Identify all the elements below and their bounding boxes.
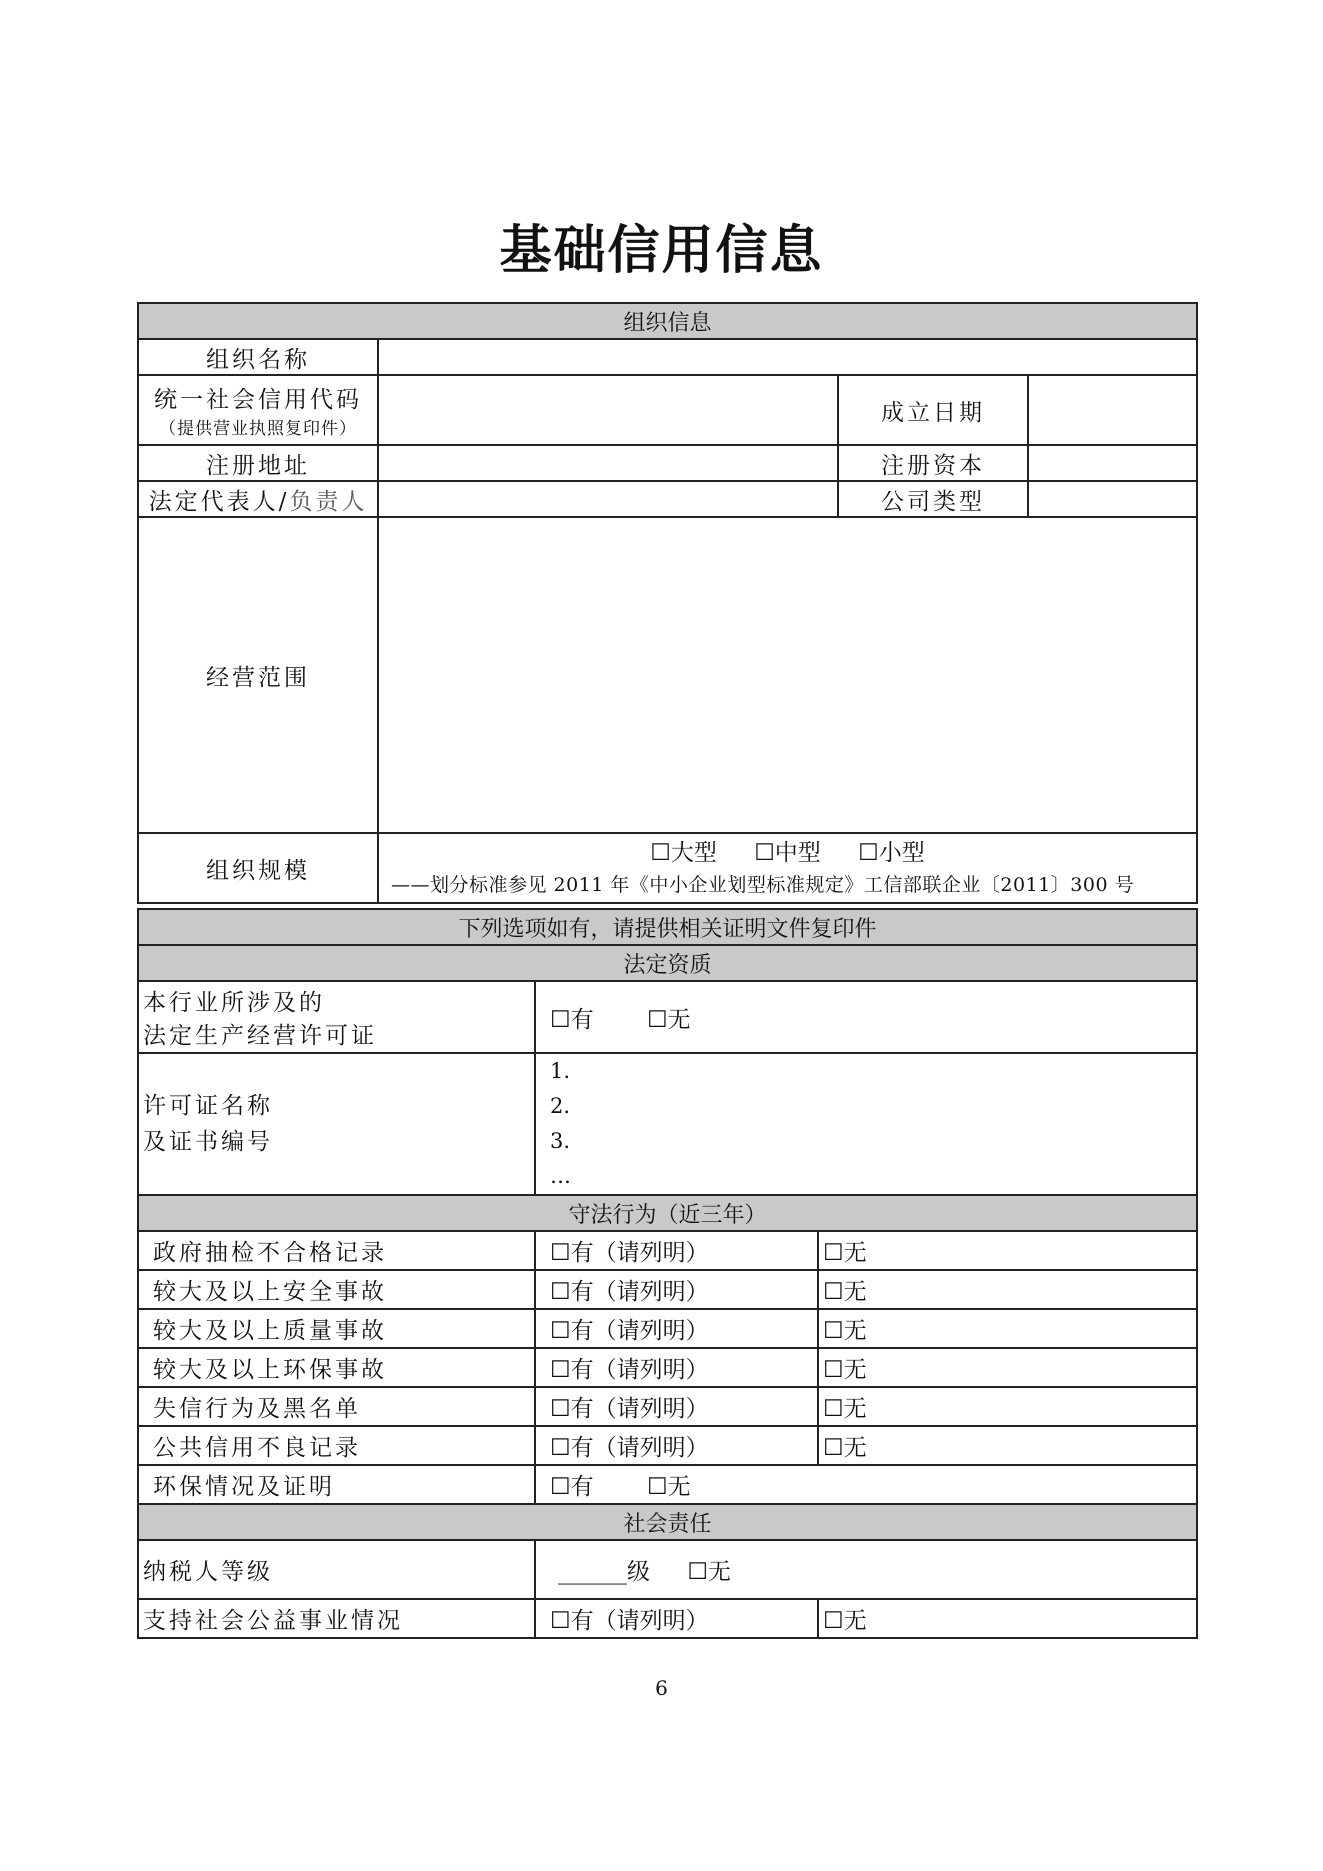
page-number: 6 <box>655 1676 668 1700</box>
credit-code-sub-label: （提供营业执照复印件） <box>159 419 357 439</box>
compliance-row-label: 失信行为及黑名单 <box>138 1387 535 1426</box>
scale-standard-note: ——划分标准参见 2011 年《中小企业划型标准规定》工信部联企业〔2011〕300 号 <box>391 874 1135 896</box>
tax-level-suffix: 级 <box>627 1559 650 1585</box>
capital-field[interactable] <box>1028 445 1197 481</box>
org-name-label: 组织名称 <box>138 339 378 375</box>
compliance-row-label: 政府抽检不合格记录 <box>138 1231 535 1270</box>
org-scale-field <box>378 833 1197 903</box>
license-options <box>535 981 1197 1053</box>
scale-option-small[interactable]: ☐小型 <box>858 840 925 866</box>
capital-label: 注册资本 <box>838 445 1028 481</box>
business-scope-label: 经营范围 <box>138 517 378 833</box>
org-info-table <box>137 302 1198 904</box>
cert-list-item: 2. <box>550 1094 571 1118</box>
compliance-yes-checkbox[interactable]: ☐有（请列明） <box>535 1348 818 1387</box>
company-type-label: 公司类型 <box>838 481 1028 517</box>
tax-options <box>535 1540 1197 1599</box>
est-date-label: 成立日期 <box>838 375 1028 445</box>
notice-header: 下列选项如有，请提供相关证明文件复印件 <box>138 909 1197 945</box>
env-options <box>535 1465 1197 1504</box>
compliance-yes-checkbox[interactable]: ☐有（请列明） <box>535 1387 818 1426</box>
legal-rep-label-b: 负责人 <box>289 488 368 515</box>
license-label-line2: 法定生产经营许可证 <box>143 1023 377 1049</box>
compliance-yes-checkbox[interactable]: ☐有（请列明） <box>535 1309 818 1348</box>
credentials-table <box>137 908 1198 1639</box>
license-no-checkbox[interactable]: ☐无 <box>646 1006 691 1033</box>
legal-rep-label <box>138 481 378 517</box>
address-label: 注册地址 <box>138 445 378 481</box>
license-label <box>138 981 535 1053</box>
cert-label-line2: 及证书编号 <box>143 1129 273 1155</box>
credit-code-field[interactable] <box>378 375 838 445</box>
env-label: 环保情况及证明 <box>138 1465 535 1504</box>
cert-list-item: … <box>550 1164 571 1188</box>
scale-option-medium[interactable]: ☐中型 <box>754 840 821 866</box>
tax-label: 纳税人等级 <box>138 1540 535 1599</box>
compliance-no-checkbox[interactable]: ☐无 <box>818 1309 1197 1348</box>
company-type-field[interactable] <box>1028 481 1197 517</box>
env-no-checkbox[interactable]: ☐无 <box>646 1474 691 1500</box>
compliance-row-label: 较大及以上质量事故 <box>138 1309 535 1348</box>
charity-no-checkbox[interactable]: ☐无 <box>818 1599 1197 1638</box>
org-info-header: 组织信息 <box>138 303 1197 339</box>
address-field[interactable] <box>378 445 838 481</box>
cert-list[interactable] <box>535 1053 1197 1195</box>
compliance-no-checkbox[interactable]: ☐无 <box>818 1270 1197 1309</box>
license-yes-checkbox[interactable]: ☐有 <box>550 1006 594 1033</box>
compliance-yes-checkbox[interactable]: ☐有（请列明） <box>535 1426 818 1465</box>
compliance-header: 守法行为（近三年） <box>138 1195 1197 1231</box>
credit-code-label-text: 统一社会信用代码 <box>154 387 362 413</box>
est-date-field[interactable] <box>1028 375 1197 445</box>
license-label-line1: 本行业所涉及的 <box>143 990 325 1016</box>
charity-yes-checkbox[interactable]: ☐有（请列明） <box>535 1599 818 1638</box>
compliance-no-checkbox[interactable]: ☐无 <box>818 1348 1197 1387</box>
tax-level-blank[interactable]: ______ <box>558 1559 627 1585</box>
compliance-no-checkbox[interactable]: ☐无 <box>818 1387 1197 1426</box>
env-yes-checkbox[interactable]: ☐有 <box>550 1474 594 1500</box>
compliance-yes-checkbox[interactable]: ☐有（请列明） <box>535 1270 818 1309</box>
compliance-yes-checkbox[interactable]: ☐有（请列明） <box>535 1231 818 1270</box>
cert-list-item: 1. <box>550 1059 571 1083</box>
scale-options <box>379 836 1196 870</box>
social-responsibility-header: 社会责任 <box>138 1504 1197 1540</box>
compliance-row-label: 较大及以上环保事故 <box>138 1348 535 1387</box>
legal-qualification-header: 法定资质 <box>138 945 1197 981</box>
legal-rep-label-a: 法定代表人/ <box>148 488 290 515</box>
cert-list-item: 3. <box>550 1129 571 1153</box>
credit-code-label <box>138 375 378 445</box>
compliance-no-checkbox[interactable]: ☐无 <box>818 1231 1197 1270</box>
scale-option-large[interactable]: ☐大型 <box>650 840 717 866</box>
compliance-row-label: 公共信用不良记录 <box>138 1426 535 1465</box>
legal-rep-field[interactable] <box>378 481 838 517</box>
org-name-field[interactable] <box>378 339 1197 375</box>
cert-label <box>138 1053 535 1195</box>
business-scope-field[interactable] <box>378 517 1197 833</box>
cert-label-line1: 许可证名称 <box>143 1093 273 1119</box>
page-title: 基础信用信息 <box>499 220 824 281</box>
charity-label: 支持社会公益事业情况 <box>138 1599 535 1638</box>
org-scale-label: 组织规模 <box>138 833 378 903</box>
compliance-no-checkbox[interactable]: ☐无 <box>818 1426 1197 1465</box>
tax-no-checkbox[interactable]: ☐无 <box>687 1559 731 1585</box>
compliance-row-label: 较大及以上安全事故 <box>138 1270 535 1309</box>
